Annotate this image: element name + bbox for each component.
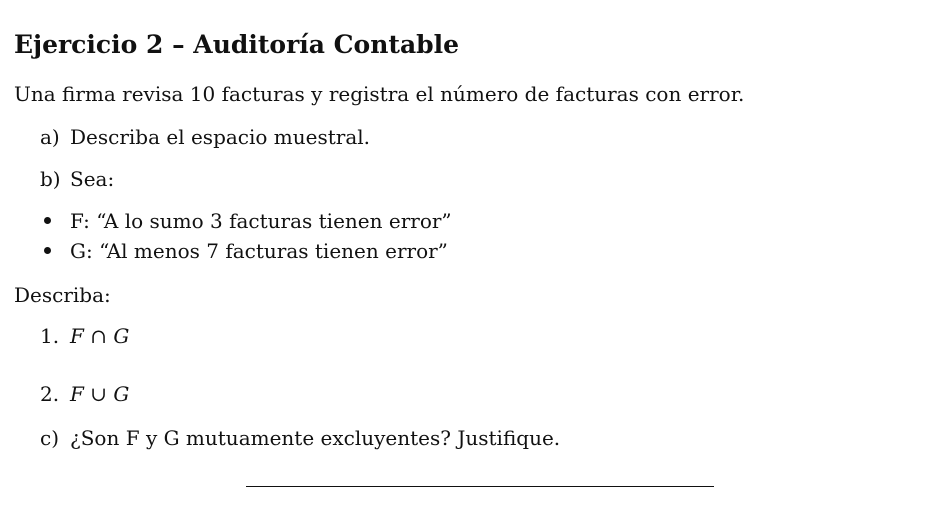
bullet-icon	[44, 247, 51, 254]
bullet-icon	[44, 217, 51, 224]
part-b-marker: b)	[40, 167, 61, 191]
event-g-text: G: “Al menos 7 facturas tienen error”	[70, 239, 448, 263]
separator-rule	[246, 486, 714, 487]
part-b-text: Sea:	[70, 167, 115, 191]
operation-1-expr: F ∩ G	[70, 324, 130, 348]
part-c-marker: c)	[40, 426, 60, 450]
operation-1-marker: 1.	[40, 324, 60, 348]
operation-2-expr: F ∪ G	[70, 382, 130, 406]
part-a-text: Describa el espacio muestral.	[70, 125, 371, 149]
describe-label: Describa:	[14, 283, 111, 307]
operation-2-marker: 2.	[40, 382, 60, 406]
event-f-text: F: “A lo sumo 3 facturas tienen error”	[70, 209, 452, 233]
exercise-intro: Una firma revisa 10 facturas y registra el número de facturas con error.	[14, 82, 745, 106]
exercise-title: Ejercicio 2 – Auditoría Contable	[14, 30, 460, 59]
part-a-marker: a)	[40, 125, 60, 149]
part-c-text: ¿Son F y G mutuamente excluyentes? Justifique.	[70, 426, 561, 450]
